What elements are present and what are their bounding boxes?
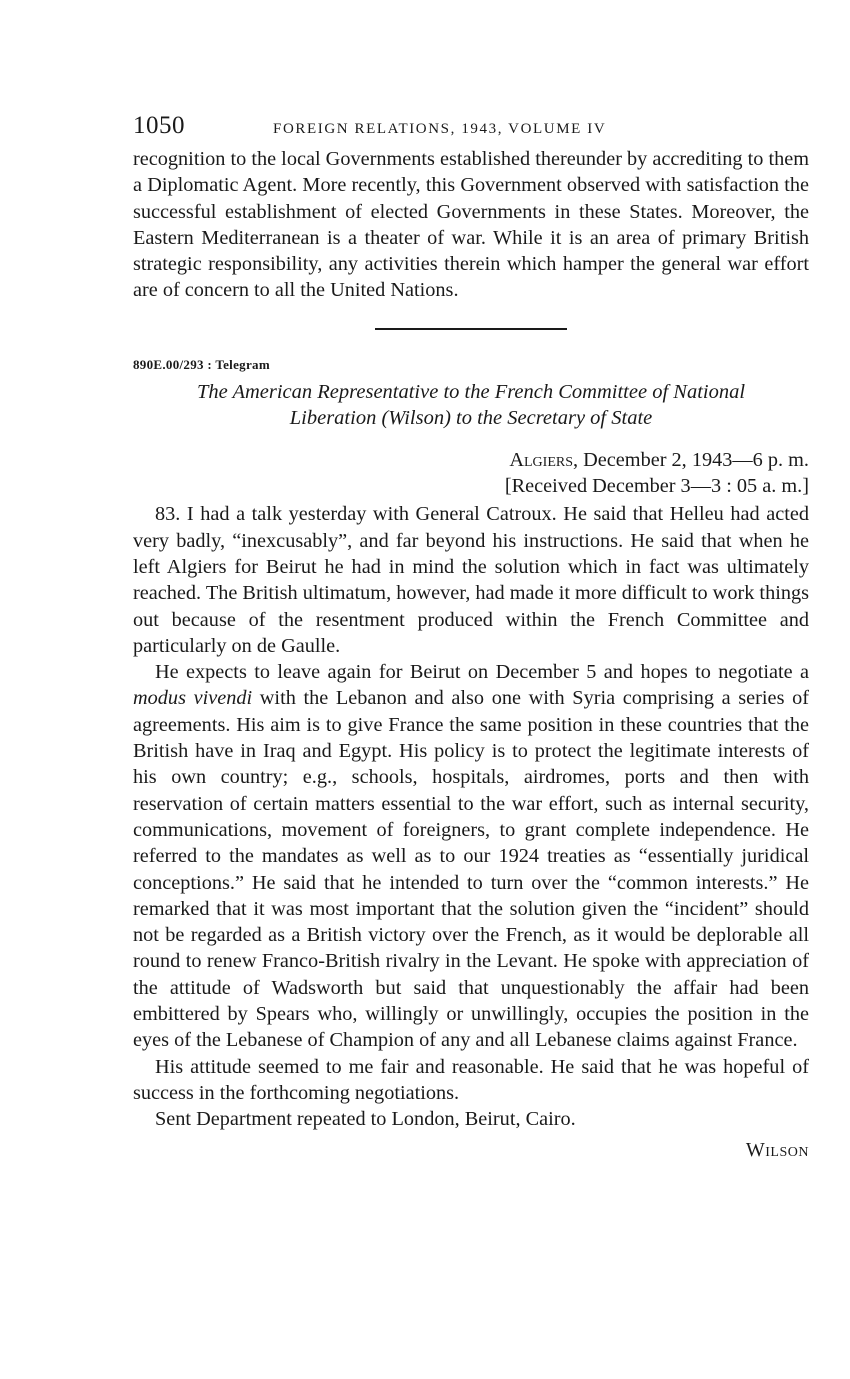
document-heading xyxy=(133,379,809,431)
document-page xyxy=(133,112,809,1162)
section-divider xyxy=(375,328,567,330)
dateline-date: , December 2, 1943—6 p. m. xyxy=(573,448,809,471)
dateline xyxy=(133,447,809,500)
received-line: [Received December 3—3 : 05 a. m.] xyxy=(504,475,809,498)
body-paragraph-4: Sent Department repeated to London, Beirut, Cairo. xyxy=(155,1108,576,1131)
telegram-body xyxy=(133,501,809,1132)
heading-line-1: The American Representative to the French Committee of National xyxy=(196,380,746,403)
signature: Wilson xyxy=(745,1138,809,1161)
running-head xyxy=(133,112,809,146)
file-number: 890E.00/293 : Telegram xyxy=(133,356,270,372)
body-paragraph-2: He expects to leave again for Beirut on December 5 and hopes to negotiate a modus vivendi with the Lebanon and also one with Syria comprising a series of agreements. His aim is to give France the same position in these countries that the British have in Iraq and Egypt. His policy is to protect the legitimate interests of his own country; e.g., schools, hospitals, airdromes, ports and then with reservation of certain matters essential to the war effort, such as internal security, communications, movement of foreigners, to grant complete independence. He referred to the mandates as well as to our 1924 treaties as “essentially juridical conceptions.” He said that he intended to turn over the “common interests.” He remarked that it was most important that the solution given the “incident” should not be regarded as a British victory over the French, as it would be deplorable all round to renew Franco-British rivalry in the Levant. He spoke with appreciation of the attitude of Wadsworth but said that unquestionably the affair had been embittered by Spears who, willingly or unwillingly, occupies the position in the eyes of the Lebanese of Champion of any and all Lebanese claims against France. xyxy=(133,661,809,1052)
body-paragraph-1: 83. I had a talk yesterday with General Catroux. He said that Helleu had acted very badly, “inexcusably”, and far beyond his instructions. He said that when he left Algiers for Beirut he had in mind the solution which in fact was ultimately reached. The British ultimatum, however, had made it more difficult to work things out because of the resentment produced within the French Committee and particularly on de Gaulle. xyxy=(133,503,810,657)
body-paragraph-3: His attitude seemed to me fair and reasonable. He said that he was hopeful of success in the forthcoming negotiations. xyxy=(133,1055,809,1104)
heading-line-2: Liberation (Wilson) to the Secretary of State xyxy=(289,406,653,429)
page-number: 1050 xyxy=(133,112,185,139)
continuation-paragraph: recognition to the local Governments established thereunder by accrediting to them a Diplomatic Agent. More recently, this Government observed with satisfaction the successful establishment of elected Governments in these States. Moreover, the Eastern Mediterranean is a theater of war. While it is an area of primary British strategic responsibility, any activities therein which hamper the general war effort are of concern to all the United Nations. xyxy=(133,148,809,302)
running-title: FOREIGN RELATIONS, 1943, VOLUME IV xyxy=(273,121,607,137)
dateline-place: Algiers xyxy=(509,448,573,471)
